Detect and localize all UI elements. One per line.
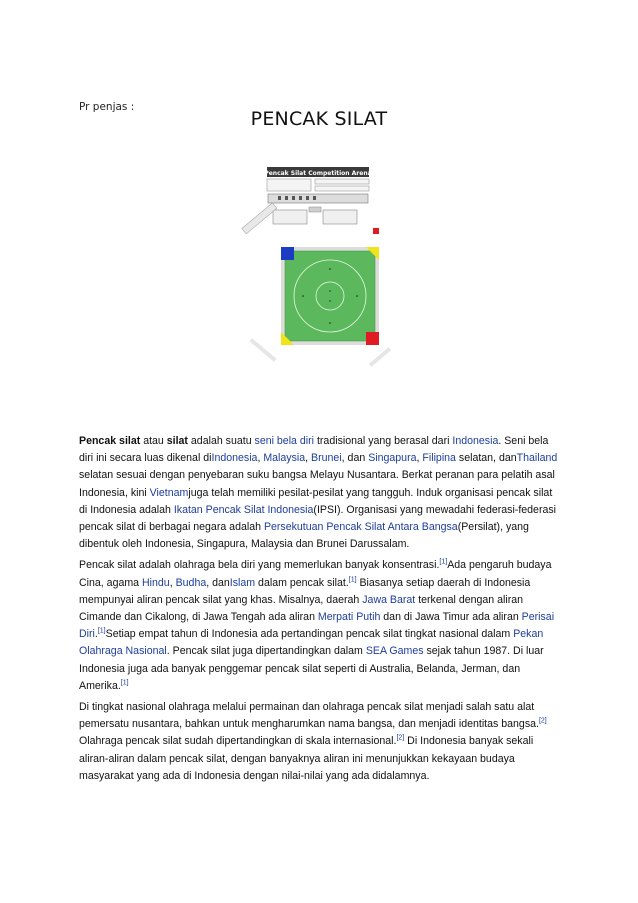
term-silat: silat xyxy=(166,435,188,447)
arena-title-text: Pencak Silat Competition Arena xyxy=(264,170,372,177)
link-indonesia[interactable]: Indonesia xyxy=(452,435,499,447)
legend-block-a xyxy=(267,179,311,191)
text: , xyxy=(169,576,176,589)
text: Di tingkat nasional olahraga melalui permainan dan olahraga pencak silat menjadi salah satu alat pemersatu nusantara, bahkan untuk mengharumkan nama bangsa, dan menjadi identitas bangsa. xyxy=(79,701,539,731)
red-corner xyxy=(366,332,379,345)
text: dalam pencak silat. xyxy=(255,576,349,589)
link-pekan-olahraga-nasional[interactable]: Pekan Olahraga Nasional xyxy=(79,628,544,658)
link-singapura[interactable]: Singapura xyxy=(368,452,417,465)
paragraph-2 xyxy=(79,557,563,695)
arena-field xyxy=(285,251,375,341)
link-jawa-barat[interactable]: Jawa Barat xyxy=(362,593,416,606)
text: Ada pengaruh budaya Cina, agama xyxy=(79,559,552,589)
legend-block-b xyxy=(315,179,369,184)
link-persilat[interactable]: Persekutuan Pencak Silat Antara Bangsa xyxy=(263,521,458,534)
text: dan di Jawa Timur ada aliran xyxy=(380,611,522,624)
text: sejak tahun 1987. Di luar Indonesia juga ada banyak penggemar pencak silat seperti di Australia, Belanda, Jerman, dan Amerika. xyxy=(79,645,544,692)
link-sea-games[interactable]: SEA Games xyxy=(365,645,424,658)
text: , dan xyxy=(341,452,369,465)
arena-diagram xyxy=(233,163,393,403)
link-hindu[interactable]: Hindu xyxy=(142,576,170,589)
link-thailand[interactable]: Thailand xyxy=(516,452,558,465)
header-note: Pr penjas : xyxy=(79,101,135,113)
legend-block-c xyxy=(315,186,369,191)
link-budha[interactable]: Budha xyxy=(175,576,207,589)
text: atau xyxy=(140,435,167,447)
citation-1[interactable]: [1] xyxy=(97,627,106,635)
text: juga telah memiliki pesilat-pesilat yang tangguh. Induk organisasi pencak silat di Indonesia adalah xyxy=(79,486,553,516)
citation-1[interactable]: [1] xyxy=(120,679,129,687)
text: adalah suatu xyxy=(187,435,255,447)
link-filipina[interactable]: Filipina xyxy=(422,452,456,465)
link-ipsi[interactable]: Ikatan Pencak Silat Indonesia xyxy=(173,503,314,516)
text: selatan sesuai dengan penyebaran suku bangsa Melayu Nusantara. Berkat peranan para pelatih asal Indonesia, kini xyxy=(79,469,555,499)
label-bar-left xyxy=(249,338,276,362)
link-malaysia[interactable]: Malaysia xyxy=(263,452,306,465)
term-pencak-silat: Pencak silat xyxy=(79,435,141,447)
officials-table-left xyxy=(273,210,307,224)
arena-diagram-svg xyxy=(233,163,393,403)
text: Di Indonesia banyak sekali aliran-aliran dalam pencak silat, dengan banyaknya aliran ini menunjukkan kekayaan budaya masyarakat yang ada di Indonesia dengan nilai-nilai yang ada didalamnya. xyxy=(79,735,534,782)
officials-table-right xyxy=(323,210,357,224)
citation-1[interactable]: [1] xyxy=(348,576,357,584)
link-seni-bela-diri[interactable]: seni bela diri xyxy=(254,435,315,447)
link-vietnam[interactable]: Vietnam xyxy=(149,486,189,499)
text: Pencak silat adalah olahraga bela diri yang memerlukan banyak konsentrasi. xyxy=(79,559,440,572)
text: Biasanya setiap daerah di Indonesia mempunyai aliran pencak silat yang khas. Misalnya, daerah xyxy=(79,576,531,606)
text: Setiap empat tahun di Indonesia ada pertandingan pencak silat tingkat nasional dalam xyxy=(105,628,514,641)
text: . Pencak silat juga dipertandingkan dalam xyxy=(166,645,366,658)
citation-2[interactable]: [2] xyxy=(396,734,405,742)
side-bench-left xyxy=(242,203,277,234)
text: , dan xyxy=(206,576,230,589)
text: (Persilat), yang dibentuk oleh Indonesia, Singapura, Malaysia dan Brunei Darussalam. xyxy=(79,521,529,551)
text: . xyxy=(94,628,98,641)
citation-1[interactable]: [1] xyxy=(439,558,448,566)
red-marker xyxy=(373,228,379,234)
text: , xyxy=(305,452,312,465)
text: terkenal dengan aliran Cimande dan Cikalong, di Jawa Tengah ada aliran xyxy=(79,593,524,624)
link-islam[interactable]: Islam xyxy=(229,576,256,589)
article-body xyxy=(79,433,563,789)
text: tradisional yang berasal dari xyxy=(314,435,453,447)
text: , xyxy=(257,452,264,465)
text: (IPSI). Organisasi yang mewadahi federasi-federasi pencak silat di berbagai negara adalah xyxy=(79,503,557,534)
text: Olahraga pencak silat sudah dipertandingkan di skala internasional. xyxy=(79,735,397,748)
link-merpati-putih[interactable]: Merpati Putih xyxy=(317,611,381,624)
paragraph-1 xyxy=(79,433,563,553)
link-brunei[interactable]: Brunei xyxy=(311,452,342,465)
label-bar-right xyxy=(369,347,391,367)
page-title: PENCAK SILAT xyxy=(250,108,388,130)
official-seat xyxy=(309,207,321,212)
blue-corner xyxy=(281,247,294,260)
text: selatan, dan xyxy=(455,452,517,465)
citation-2[interactable]: [2] xyxy=(538,717,547,725)
text: . Seni bela diri ini secara luas dikenal di xyxy=(79,435,549,465)
link-indonesia-2[interactable]: Indonesia xyxy=(211,452,258,465)
judges-bench xyxy=(268,194,368,203)
paragraph-3 xyxy=(79,699,563,785)
link-perisai-diri[interactable]: Perisai Diri xyxy=(79,611,555,641)
text: , xyxy=(416,452,423,465)
